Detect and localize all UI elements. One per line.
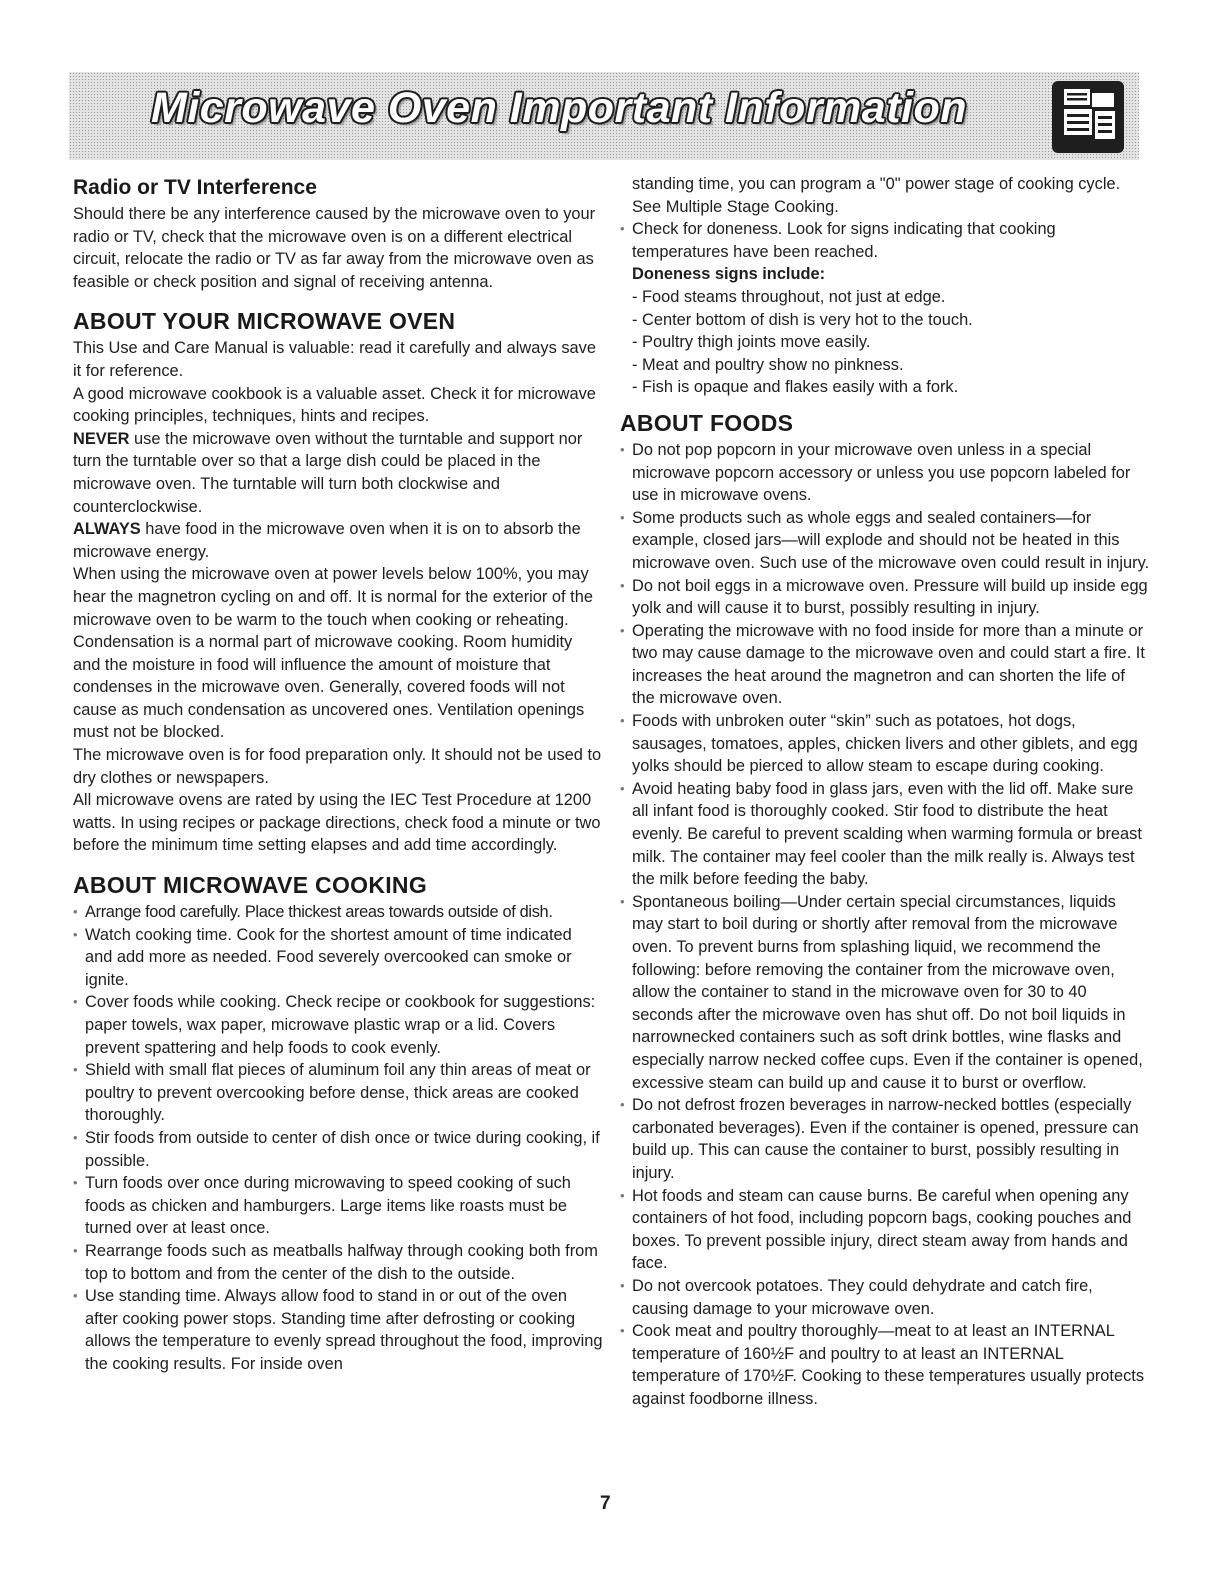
manual-book-icon	[1052, 81, 1124, 153]
doneness-signs-list	[632, 286, 1150, 399]
list-item: • Operating the microwave with no food inside for more than a minute or two may cause damage to the microwave oven and could start a fire. It increases the heat around the magnetron and can shorten the life of the microwave oven.	[620, 620, 1150, 710]
list-item: • Rearrange foods such as meatballs halfway through cooking both from top to bottom and from the center of the dish to the outside.	[73, 1240, 603, 1285]
doneness-block	[620, 263, 1150, 399]
list-item: • Stir foods from outside to center of dish once or twice during cooking, if possible.	[73, 1127, 603, 1172]
list-item: - Meat and poultry show no pinkness.	[632, 354, 1150, 377]
list-item: • Avoid heating baby food in glass jars, even with the lid off. Make sure all infant food is thoroughly cooked. Stir food to distribute the heat evenly. Be careful to prevent scalding when warming formula or breast milk. The container may feel cooler than the milk really is. Always test the milk before feeding the baby.	[620, 778, 1150, 891]
right-column	[620, 173, 1150, 1410]
left-column	[73, 173, 603, 1376]
standing-time-continued: standing time, you can program a "0" power stage of cooking cycle. See Multiple Stage Cooking.	[632, 175, 1121, 216]
header-banner	[69, 72, 1139, 160]
about-oven-heading: ABOUT YOUR MICROWAVE OVEN	[73, 308, 456, 335]
list-item: • Use standing time. Always allow food to stand in or out of the oven after cooking power stops. Standing time after defrosting or cooking allows the temperature to evenly spread throughout the food, improving the cooking results. For inside oven	[73, 1285, 603, 1375]
list-item: • Shield with small flat pieces of aluminum foil any thin areas of meat or poultry to prevent overcooking before dense, thick areas are cooked thoroughly.	[73, 1059, 603, 1127]
about-oven-p4	[73, 518, 603, 563]
never-text: use the microwave oven without the turntable and support nor turn the turntable over so that a large dish could be placed in the microwave oven. The turntable will turn both clockwise and counterclockwise.	[73, 429, 583, 516]
list-item: • Watch cooking time. Cook for the shortest amount of time indicated and add more as needed. Food severely overcooked can smoke or ignite.	[73, 924, 603, 992]
about-oven-p3	[73, 428, 603, 518]
list-item: • Do not overcook potatoes. They could dehydrate and catch fire, causing damage to your microwave oven.	[620, 1275, 1150, 1320]
always-label: ALWAYS	[73, 520, 141, 539]
list-item: • Arrange food carefully. Place thickest areas towards outside of dish.	[73, 901, 603, 924]
foods-list	[620, 439, 1150, 1411]
list-item: - Food steams throughout, not just at edge.	[632, 286, 1150, 309]
page-number: 7	[600, 1493, 611, 1514]
list-item: • Do not boil eggs in a microwave oven. Pressure will build up inside egg yolk and will cause it to burst, possibly resulting in injury.	[620, 575, 1150, 620]
list-item: - Center bottom of dish is very hot to the touch.	[632, 309, 1150, 332]
cooking-tips-list	[73, 901, 603, 1375]
about-foods-heading: ABOUT FOODS	[620, 409, 794, 436]
radio-tv-heading: Radio or TV Interference	[73, 176, 317, 199]
list-item: • Cover foods while cooking. Check recipe or cookbook for suggestions: paper towels, wax paper, microwave plastic wrap or a lid. Covers prevent spattering and help foods to cook evenly.	[73, 991, 603, 1059]
list-item: • Check for doneness. Look for signs indicating that cooking temperatures have been reached.	[620, 218, 1150, 263]
radio-tv-text: Should there be any interference caused by the microwave oven to your radio or TV, check that the microwave oven is on a different electrical circuit, relocate the radio or TV as far away from the microwave oven as feasible or check position and signal of receiving antenna.	[73, 205, 596, 291]
about-oven-p2: A good microwave cookbook is a valuable asset. Check it for microwave cooking principles, techniques, hints and recipes.	[73, 384, 596, 426]
always-text: have food in the microwave oven when it is on to absorb the microwave energy.	[73, 520, 581, 561]
list-item: • Hot foods and steam can cause burns. Be careful when opening any containers of hot food, including popcorn bags, cooking pouches and boxes. To prevent possible injury, direct steam away from hands and face.	[620, 1185, 1150, 1275]
list-item: • Foods with unbroken outer “skin” such as potatoes, hot dogs, sausages, tomatoes, apples, chicken livers and other giblets, and egg yolks should be pierced to allow steam to escape during cooking.	[620, 710, 1150, 778]
list-item: • Do not defrost frozen beverages in narrow-necked bottles (especially carbonated beverages). Even if the container is opened, pressure can build up. This can cause the container to burst, possibly resulting in injury.	[620, 1094, 1150, 1184]
list-item: • Turn foods over once during microwaving to speed cooking of such foods as chicken and hamburgers. Large items like roasts must be turned over at least once.	[73, 1172, 603, 1240]
list-item: - Fish is opaque and flakes easily with a fork.	[632, 376, 1150, 399]
list-item: • Some products such as whole eggs and sealed containers—for example, closed jars—will explode and should not be heated in this microwave oven. Such use of the microwave oven could result in injury.	[620, 507, 1150, 575]
about-cooking-heading: ABOUT MICROWAVE COOKING	[73, 872, 428, 899]
page-title: Microwave Oven Important Information	[151, 84, 967, 132]
never-label: NEVER	[73, 429, 130, 448]
about-oven-p1: This Use and Care Manual is valuable: read it carefully and always save it for reference.	[73, 339, 596, 380]
about-oven-p7: The microwave oven is for food preparation only. It should not be used to dry clothes or newspapers.	[73, 746, 602, 787]
about-oven-p6: Condensation is a normal part of microwave cooking. Room humidity and the moisture in food will influence the amount of moisture that condenses in the microwave oven. Generally, covered foods will not cause as much condensation as uncovered ones. Ventilation openings must not be blocked.	[73, 633, 585, 742]
doneness-heading: Doneness signs include:	[632, 265, 826, 284]
list-item: • Spontaneous boiling—Under certain special circumstances, liquids may start to boil during or shortly after removal from the microwave oven. To prevent burns from splashing liquid, we recommend the following: before removing the container from the microwave oven, allow the container to stand in the microwave oven for 30 to 40 seconds after the microwave oven has shut off. Do not boil liquids in narrownecked containers such as soft drink bottles, wine flasks and especially narrow necked coffee cups. Even if the container is opened, excessive steam can build up and cause it to burst or overflow.	[620, 891, 1150, 1094]
list-item: • Cook meat and poultry thoroughly—meat to at least an INTERNAL temperature of 160½F and poultry to at least an INTERNAL temperature of 170½F. Cooking to these temperatures usually protects against foodborne illness.	[620, 1320, 1150, 1410]
doneness-check-list	[620, 218, 1150, 263]
list-item: • Do not pop popcorn in your microwave oven unless in a special microwave popcorn accessory or unless you use popcorn labeled for use in microwave ovens.	[620, 439, 1150, 507]
about-oven-p8: All microwave ovens are rated by using the IEC Test Procedure at 1200 watts. In using recipes or package directions, check food a minute or two before the minimum time setting elapses and add time accordingly.	[73, 791, 601, 855]
list-item: - Poultry thigh joints move easily.	[632, 331, 1150, 354]
about-oven-p5: When using the microwave oven at power levels below 100%, you may hear the magnetron cycling on and off. It is normal for the exterior of the microwave oven to be warm to the touch when cooking or reheating.	[73, 565, 593, 629]
